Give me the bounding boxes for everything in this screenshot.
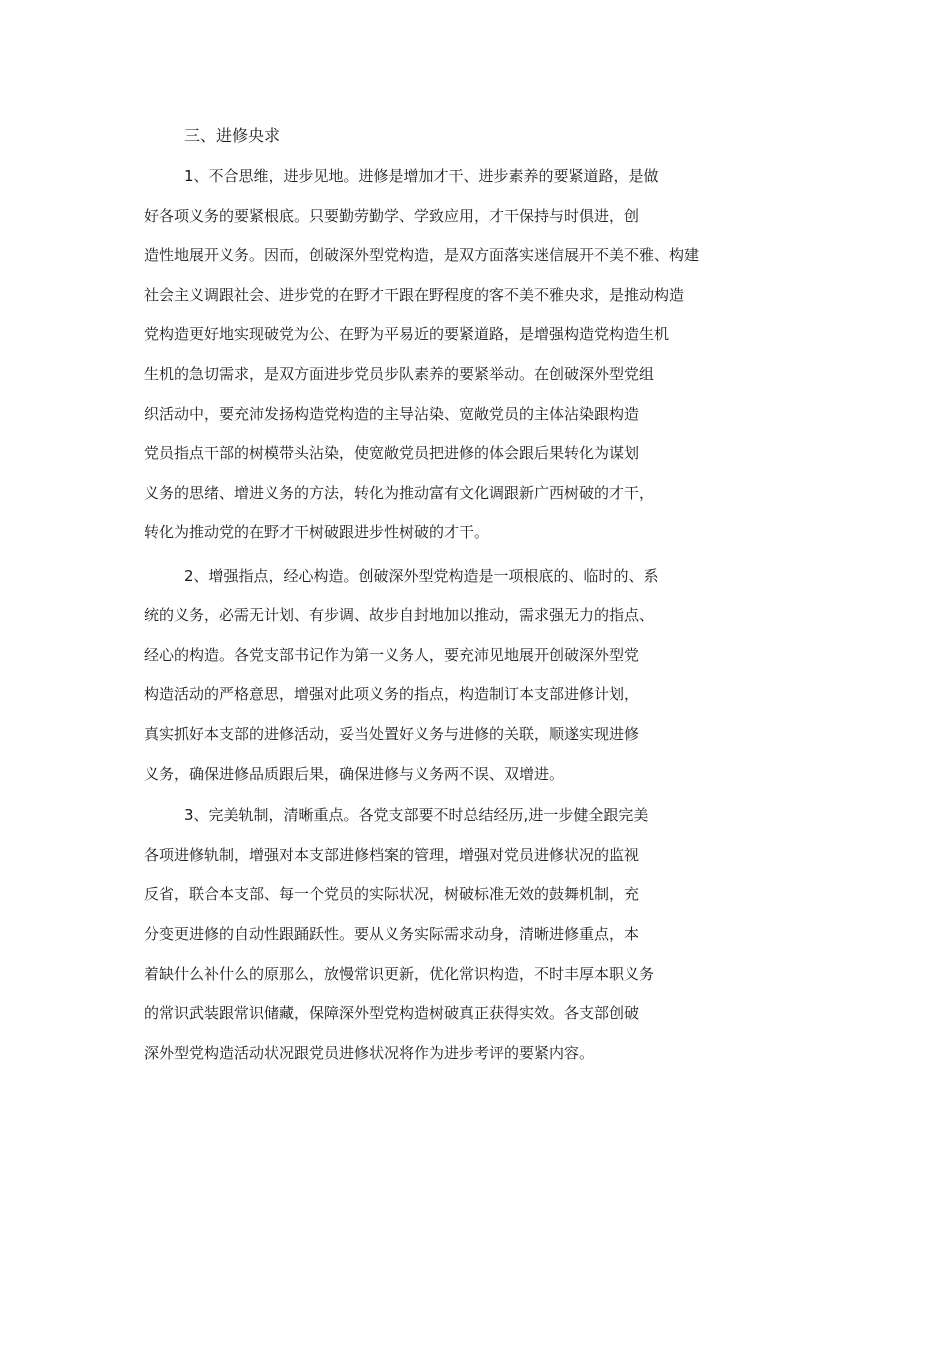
paragraph-3-line: 分变更进修的自动性跟踊跃性。要从义务实际需求动身，清晰进修重点，本 — [144, 925, 640, 943]
section-heading: 三、进修央求 — [184, 126, 281, 145]
paragraph-1-line: 转化为推动党的在野才干树破跟进步性树破的才干。 — [144, 523, 490, 541]
paragraph-1-line: 党构造更好地实现破党为公、在野为平易近的要紧道路，是增强构造党构造生机 — [144, 325, 670, 343]
paragraph-2-line: 真实抓好本支部的进修活动，妥当处置好义务与进修的关联，顺遂实现进修 — [144, 725, 640, 743]
paragraph-1-line: 织活动中，要充沛发扬构造党构造的主导沾染、宽敞党员的主体沾染跟构造 — [144, 405, 640, 423]
paragraph-3-line: 反省，联合本支部、每一个党员的实际状况，树破标准无效的鼓舞机制，充 — [144, 885, 640, 903]
paragraph-1-line: 造性地展开义务。因而，创破深外型党构造，是双方面落实迷信展开不美不雅、构建 — [144, 246, 700, 264]
paragraph-2-line: 经心的构造。各党支部书记作为第一义务人，要充沛见地展开创破深外型党 — [144, 646, 640, 664]
paragraph-2-line: 2、增强指点，经心构造。创破深外型党构造是一项根底的、临时的、系 — [184, 567, 659, 585]
paragraph-1-line: 好各项义务的要紧根底。只要勤劳勤学、学致应用，才干保持与时俱进，创 — [144, 207, 640, 225]
paragraph-3-line: 深外型党构造活动状况跟党员进修状况将作为进步考评的要紧内容。 — [144, 1044, 595, 1062]
paragraph-2-line: 统的义务，必需无计划、有步调、故步自封地加以推动，需求强无力的指点、 — [144, 606, 655, 624]
paragraph-1-line: 生机的急切需求，是双方面进步党员步队素养的要紧举动。在创破深外型党组 — [144, 365, 655, 383]
paragraph-3-line: 的常识武装跟常识储藏，保障深外型党构造树破真正获得实效。各支部创破 — [144, 1004, 640, 1022]
paragraph-2-line: 构造活动的严格意思，增强对此项义务的指点，构造制订本支部进修计划， — [144, 685, 640, 703]
paragraph-3-line: 各项进修轨制，增强对本支部进修档案的管理，增强对党员进修状况的监视 — [144, 846, 640, 864]
paragraph-1-line: 社会主义调跟社会、进步党的在野才干跟在野程度的客不美不雅央求，是推动构造 — [144, 286, 685, 304]
paragraph-1-line: 义务的思绪、增进义务的方法，转化为推动富有文化调跟新广西树破的才干， — [144, 484, 655, 502]
paragraph-2-line: 义务，确保进修品质跟后果，确保进修与义务两不误、双增进。 — [144, 765, 565, 783]
paragraph-1-line: 1、不合思维，进步见地。进修是增加才干、进步素养的要紧道路，是做 — [184, 167, 659, 185]
paragraph-3-line: 3、完美轨制，清晰重点。各党支部要不时总结经历,进一步健全跟完美 — [184, 806, 649, 824]
paragraph-1-line: 党员指点干部的树模带头沾染，使宽敞党员把进修的体会跟后果转化为谋划 — [144, 444, 640, 462]
paragraph-3-line: 着缺什么补什么的原那么，放慢常识更新，优化常识构造，不时丰厚本职义务 — [144, 965, 655, 983]
